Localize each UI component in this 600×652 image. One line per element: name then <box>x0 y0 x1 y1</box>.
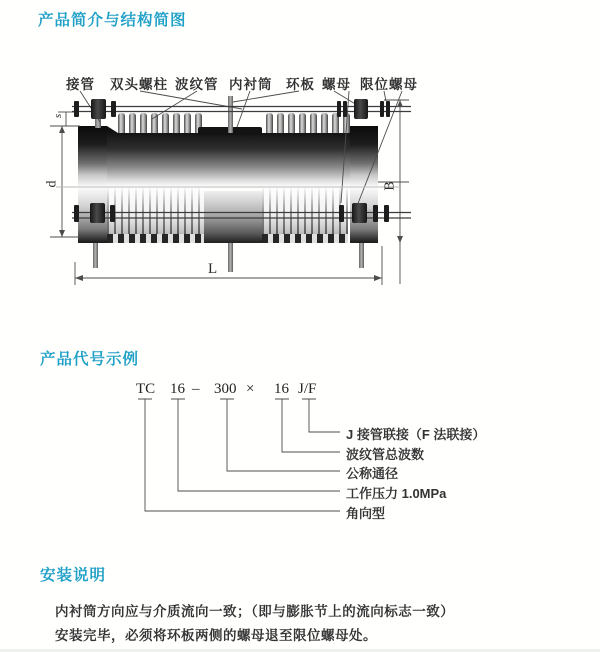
limit-nut <box>373 205 378 222</box>
section-intro-title: 产品简介与结构简图 <box>38 12 187 29</box>
pipe-step-left <box>107 126 118 133</box>
bellows-body <box>107 133 350 186</box>
nut <box>339 205 344 222</box>
annotation-diameter: 公称通径 <box>346 466 399 481</box>
part-label-bowenguan: 波纹管 <box>175 77 219 92</box>
part-label-huanban: 环板 <box>286 77 315 92</box>
bellows-rib <box>288 113 295 133</box>
stud-end-left <box>93 243 98 268</box>
dim-s: s <box>52 113 65 119</box>
nut <box>74 205 79 222</box>
ring-plate-lower <box>228 243 233 272</box>
nut <box>354 99 368 119</box>
connector-type <box>138 399 340 511</box>
dim-l: L <box>208 261 218 277</box>
bellows-rib <box>310 113 317 133</box>
part-label-luomu: 螺母 <box>322 77 351 92</box>
limit-nut <box>380 101 384 117</box>
leader-neichentong <box>237 91 250 127</box>
nut <box>110 205 115 222</box>
connector-waves <box>275 399 340 452</box>
part-label-xianweiluomu: 限位螺母 <box>360 77 418 92</box>
bellows-rib <box>173 113 180 133</box>
bellows-rib <box>129 113 136 133</box>
nut <box>90 203 105 223</box>
code-seg-dash: – <box>192 381 200 397</box>
nut-stem-left <box>95 119 101 128</box>
connector-jf <box>302 399 340 432</box>
code-seg-connection: J/F <box>298 381 317 397</box>
limit-nut <box>384 205 389 222</box>
nut <box>111 101 116 117</box>
code-seg-diameter: 300 <box>214 381 237 397</box>
part-label-neichentong: 内衬筒 <box>229 77 273 92</box>
annotation-waves: 波纹管总波数 <box>346 447 425 462</box>
bellows-rib <box>321 113 328 133</box>
bellows-rib <box>299 113 306 133</box>
code-seg-type: TC <box>136 381 156 397</box>
code-seg-times: × <box>246 381 255 397</box>
bellows-rib <box>184 113 191 133</box>
bellows-rib <box>277 113 284 133</box>
connector-pressure <box>171 399 340 491</box>
bellows-edge-left <box>107 234 204 243</box>
nut <box>343 101 347 117</box>
bellows-rib <box>162 113 169 133</box>
section-code-title: 产品代号示例 <box>40 351 140 368</box>
part-label-shuangtouluozhu: 双头螺柱 <box>110 77 168 92</box>
pipe-end-right <box>350 126 378 186</box>
annotation-pressure: 工作压力 1.0MPa <box>346 486 447 501</box>
dim-b: B <box>382 181 398 191</box>
install-line-1: 内衬筒方向应与介质流向一致；（即与膨胀节上的流向标志一致） <box>55 604 455 619</box>
nut <box>74 101 79 117</box>
bellows-rib <box>118 113 125 133</box>
nut <box>91 99 106 119</box>
ring-plate-upper <box>228 96 233 133</box>
leader-shuangtouluozhu <box>140 91 242 109</box>
nut <box>337 101 341 117</box>
inner-sleeve-bottom <box>204 191 262 243</box>
nut <box>352 203 367 223</box>
connector-diameter <box>220 399 340 471</box>
annotation-type: 角向型 <box>346 506 386 521</box>
bellows-rib <box>151 113 158 133</box>
pipe-end-left <box>78 126 107 186</box>
code-seg-waves: 16 <box>274 381 289 397</box>
bellows-rib <box>266 113 273 133</box>
bellows-rib <box>140 113 147 133</box>
install-line-2: 安装完毕，必须将环板两侧的螺母退至限位螺母处。 <box>55 628 377 643</box>
dim-d: d <box>44 180 60 188</box>
code-seg-pressure: 16 <box>170 381 185 397</box>
part-label-jieguan: 接管 <box>66 77 95 92</box>
limit-nut <box>386 101 390 117</box>
stud-end-right <box>359 243 364 268</box>
section-install-title: 安装说明 <box>40 567 107 584</box>
bellows-edge-right <box>262 234 348 243</box>
annotation-connection: J 接管联接（F 法联接） <box>346 427 486 442</box>
